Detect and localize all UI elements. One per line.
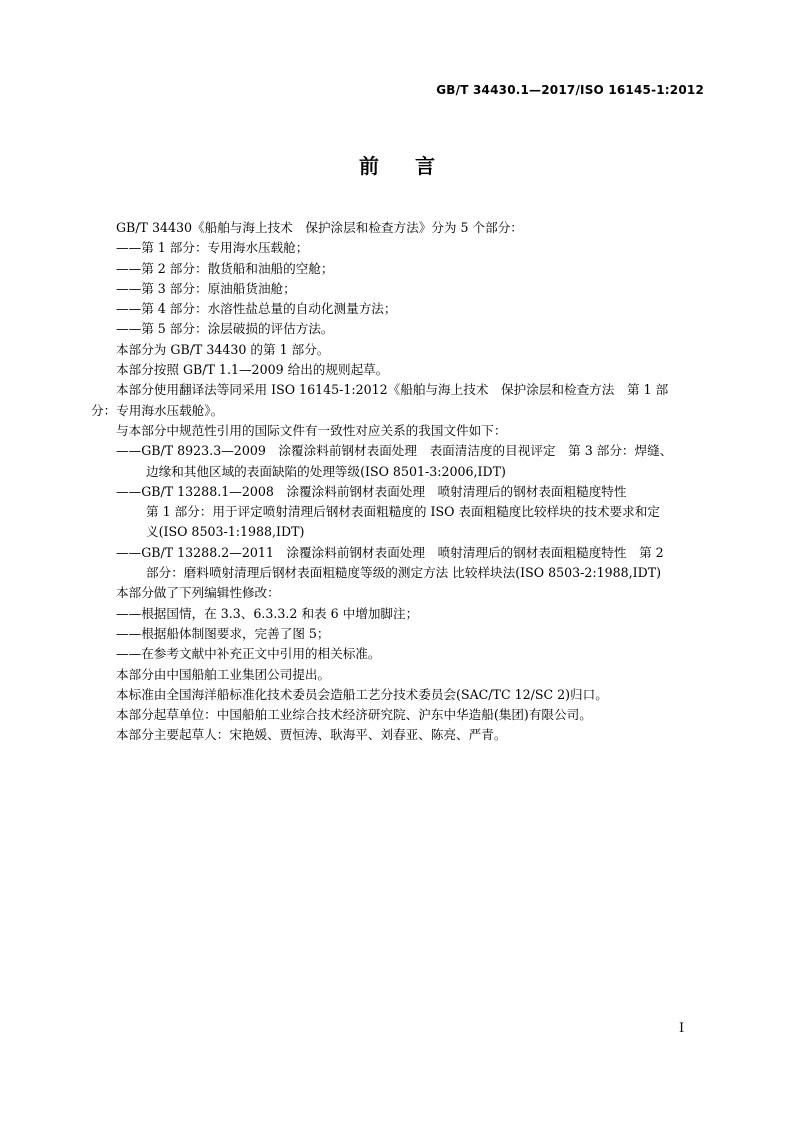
paragraph-line: 本部分做了下列编辑性修改： <box>116 585 280 601</box>
paragraph-line: 本部分由中国船舶工业集团公司提出。 <box>116 666 331 682</box>
paragraph-line: 与本部分中规范性引用的国际文件有一致性对应关系的我国文件如下： <box>116 422 507 438</box>
paragraph-line: 分：专用海水压载舱》。 <box>91 402 224 418</box>
standard-code-header: GB/T 34430.1—2017/ISO 16145-1:2012 <box>436 83 704 97</box>
page-title: 前言 <box>359 154 471 178</box>
list-item: ——第 3 部分：原油船货油舱； <box>116 280 296 296</box>
list-item: ——第 4 部分：水溶性盐总量的自动化测量方法； <box>116 301 397 317</box>
list-item: ——根据船体制图要求，完善了图 5； <box>116 625 330 641</box>
list-item: ——在参考文献中补充正文中引用的相关标准。 <box>116 646 381 662</box>
paragraph-line: 本部分主要起草人：宋艳媛、贾恒涛、耿海平、刘春亚、陈亮、严青。 <box>116 727 507 743</box>
list-item: ——第 2 部分：散货船和油船的空舱； <box>116 260 334 276</box>
paragraph-line: 本部分按照 GB/T 1.1—2009 给出的规则起草。 <box>116 362 389 378</box>
list-item: ——第 1 部分：专用海水压载舱； <box>116 240 309 256</box>
paragraph-line: GB/T 34430《船舶与海上技术 保护涂层和检查方法》分为 5 个部分： <box>116 220 523 235</box>
list-item: ——根据国情，在 3.3、6.3.3.2 和表 6 中增加脚注； <box>116 605 419 621</box>
paragraph-line: 本部分起草单位：中国船舶工业综合技术经济研究院、沪东中华造船(集团)有限公司。 <box>116 707 592 723</box>
paragraph-line: 本部分为 GB/T 34430 的第 1 部分。 <box>116 341 330 357</box>
list-item: ——第 5 部分：涂层破损的评估方法。 <box>116 321 334 337</box>
list-item-continuation: 第 1 部分：用于评定喷射清理后钢材表面粗糙度的 ISO 表面粗糙度比较样块的技术要求和定 <box>146 504 660 520</box>
list-item-continuation: 边缘和其他区域的表面缺陷的处理等级(ISO 8501-3:2006,IDT) <box>146 463 506 479</box>
list-item: ——GB/T 13288.1—2008 涂覆涂料前钢材表面处理 喷射清理后的钢材表面粗糙度特性 <box>116 483 627 499</box>
paragraph-line: 本部分使用翻译法等同采用 ISO 16145-1:2012《船舶与海上技术 保护涂层和检查方法 第 1 部 <box>116 382 669 398</box>
page-number: I <box>679 1021 685 1036</box>
list-item: ——GB/T 13288.2—2011 涂覆涂料前钢材表面处理 喷射清理后的钢材表面粗糙度特性 第 2 <box>116 544 664 560</box>
list-item-continuation: 义(ISO 8503-1:1988,IDT) <box>146 524 305 540</box>
list-item-continuation: 部分：磨料喷射清理后钢材表面粗糙度等级的测定方法 比较样块法(ISO 8503-2:1988,IDT) <box>146 565 662 581</box>
paragraph-line: 本标准由全国海洋船标准化技术委员会造船工艺分技术委员会(SAC/TC 12/SC 2)归口。 <box>116 686 608 702</box>
foreword-body <box>91 218 704 746</box>
list-item: ——GB/T 8923.3—2009 涂覆涂料前钢材表面处理 表面清洁度的目视评定 第 3 部分：焊缝、 <box>116 443 673 459</box>
